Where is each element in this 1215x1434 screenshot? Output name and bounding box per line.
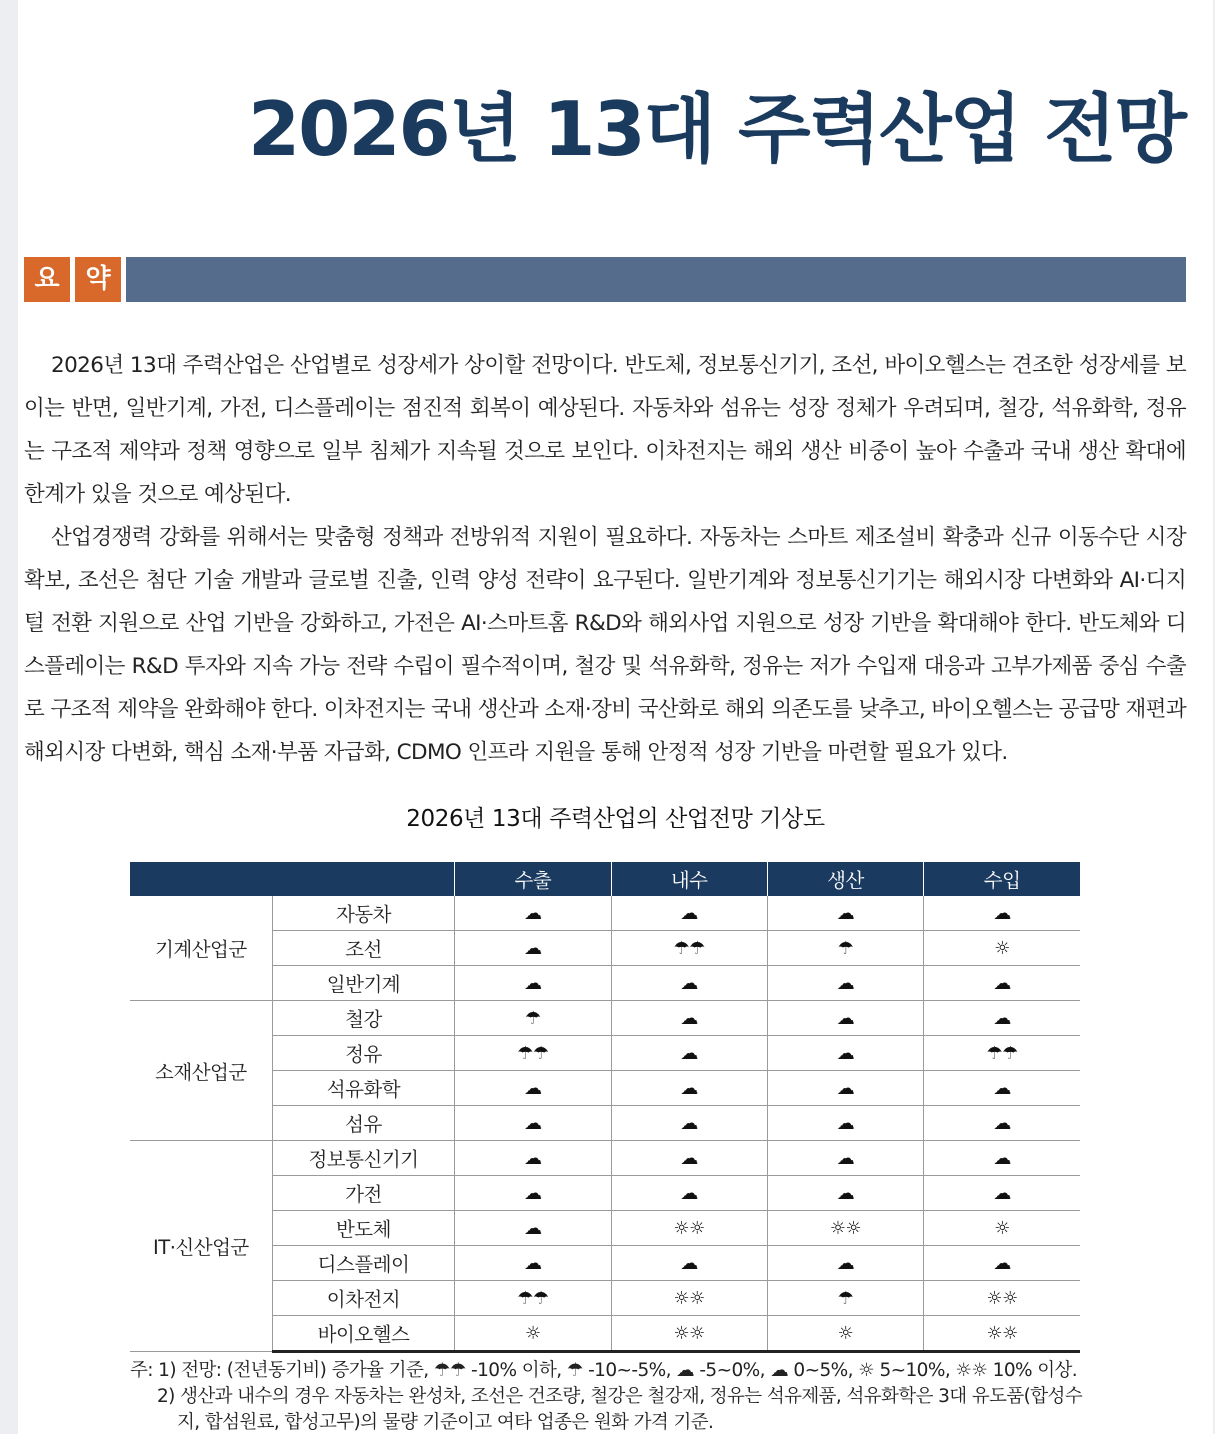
header-export: 수출 bbox=[455, 862, 611, 896]
forecast-weather-icon: ☁ bbox=[455, 1246, 611, 1281]
forecast-weather-icon: ☼☼ bbox=[767, 1211, 923, 1246]
summary-paragraph-1: 2026년 13대 주력산업은 산업별로 성장세가 상이할 전망이다. 반도체, 정보통신기기, 조선, 바이오헬스는 견조한 성장세를 보이는 반면, 일반기계, 가전, 디스플레이는 점진적 회복이 예상된다. 자동차와 섬유는 성장 정체가 우려되며, 철강, 석유화학, 정유는 구조적 제약과 정책 영향으로 일부 침체가 지속될 것으로 보인다. 이차전지는 해외 생산 비중이 높아 수출과 국내 생산 확대에 한계가 있을 것으로 예상된다. bbox=[24, 353, 1186, 507]
forecast-weather-icon: ☁ bbox=[767, 1106, 923, 1141]
forecast-weather-icon: ☁ bbox=[924, 1141, 1080, 1176]
table-row bbox=[130, 1141, 1080, 1176]
table-row bbox=[130, 1001, 1080, 1036]
forecast-weather-icon: ☁ bbox=[767, 966, 923, 1001]
forecast-weather-icon: ☂ bbox=[767, 1281, 923, 1316]
note-2: 2) 생산과 내수의 경우 자동차는 완성차, 조선은 건조량, 철강은 철강재, 정유는 석유제품, 석유화학은 3대 유도품(합성수지, 합섬원료, 합성고무)의 물량 기준이고 여타 업종은 원화 가격 기준. bbox=[157, 1386, 1083, 1433]
industry-name: 디스플레이 bbox=[272, 1246, 454, 1281]
forecast-weather-icon: ☁ bbox=[611, 966, 767, 1001]
forecast-weather-icon: ☼☼ bbox=[611, 1281, 767, 1316]
forecast-weather-icon: ☁ bbox=[611, 1106, 767, 1141]
forecast-table bbox=[130, 862, 1080, 1353]
note-1: 주: 1) 전망: (전년동기비) 증가율 기준, ☂☂ -10% 이하, ☂ -10~-5%, ☁ -5~0%, ☁ 0~5%, ☼ 5~10%, ☼☼ 10% 이상. bbox=[130, 1360, 1078, 1381]
forecast-weather-icon: ☼☼ bbox=[924, 1281, 1080, 1316]
page-title: 2026년 13대 주력산업 전망 bbox=[247, 85, 1185, 173]
table-title: 2026년 13대 주력산업의 산업전망 기상도 bbox=[406, 806, 825, 832]
forecast-weather-icon: ☁ bbox=[455, 1211, 611, 1246]
forecast-weather-icon: ☼ bbox=[455, 1316, 611, 1352]
table-row bbox=[130, 1211, 1080, 1246]
forecast-weather-icon: ☂ bbox=[455, 1001, 611, 1036]
industry-name: 가전 bbox=[272, 1176, 454, 1211]
summary-header-bar bbox=[24, 257, 1186, 302]
forecast-weather-icon: ☁ bbox=[924, 1001, 1080, 1036]
forecast-weather-icon: ☁ bbox=[455, 1106, 611, 1141]
industry-name: 반도체 bbox=[272, 1211, 454, 1246]
forecast-weather-icon: ☁ bbox=[611, 1071, 767, 1106]
forecast-weather-icon: ☼☼ bbox=[611, 1211, 767, 1246]
forecast-weather-icon: ☁ bbox=[611, 1246, 767, 1281]
header-domestic: 내수 bbox=[611, 862, 767, 896]
industry-name: 정보통신기기 bbox=[272, 1141, 454, 1176]
forecast-weather-icon: ☁ bbox=[767, 1246, 923, 1281]
forecast-weather-icon: ☁ bbox=[767, 1141, 923, 1176]
forecast-weather-icon: ☁ bbox=[767, 896, 923, 931]
summary-chip-1: 요 bbox=[24, 257, 70, 302]
industry-name: 정유 bbox=[272, 1036, 454, 1071]
forecast-weather-icon: ☁ bbox=[924, 1071, 1080, 1106]
header-import: 수입 bbox=[924, 862, 1080, 896]
forecast-weather-icon: ☂☂ bbox=[455, 1036, 611, 1071]
forecast-weather-icon: ☁ bbox=[611, 896, 767, 931]
industry-name: 자동차 bbox=[272, 896, 454, 931]
forecast-weather-icon: ☁ bbox=[767, 1176, 923, 1211]
summary-paragraph-2: 산업경쟁력 강화를 위해서는 맞춤형 정책과 전방위적 지원이 필요하다. 자동차는 스마트 제조설비 확충과 신규 이동수단 시장 확보, 조선은 첨단 기술 개발과 글로벌 진출, 인력 양성 전략이 요구된다. 일반기계와 정보통신기기는 해외시장 다변화와 AI·디지털 전환 지원으로 산업 기반을 강화하고, 가전은 AI·스마트홈 R&D와 해외사업 지원으로 성장 기반을 확대해야 한다. 반도체와 디스플레이는 R&D 투자와 지속 가능 전략 수립이 필수적이며, 철강 및 석유화학, 정유는 저가 수입재 대응과 고부가제품 중심 수출로 구조적 제약을 완화해야 한다. 이차전지는 국내 생산과 소재·장비 국산화로 해외 의존도를 낮추고, 바이오헬스는 공급망 재편과 해외시장 다변화, 핵심 소재·부품 자급화, CDMO 인프라 지원을 통해 안정적 성장 기반을 마련할 필요가 있다. bbox=[24, 525, 1186, 765]
forecast-weather-icon: ☼ bbox=[767, 1316, 923, 1352]
forecast-weather-icon: ☁ bbox=[455, 966, 611, 1001]
table-row bbox=[130, 966, 1080, 1001]
table-row bbox=[130, 1106, 1080, 1141]
forecast-weather-icon: ☁ bbox=[455, 896, 611, 931]
forecast-weather-icon: ☁ bbox=[924, 1106, 1080, 1141]
forecast-weather-icon: ☁ bbox=[611, 1036, 767, 1071]
forecast-weather-icon: ☁ bbox=[455, 1071, 611, 1106]
forecast-weather-icon: ☂ bbox=[767, 931, 923, 966]
forecast-weather-icon: ☁ bbox=[767, 1071, 923, 1106]
forecast-weather-icon: ☁ bbox=[611, 1141, 767, 1176]
forecast-weather-icon: ☂☂ bbox=[611, 931, 767, 966]
forecast-weather-icon: ☂☂ bbox=[924, 1036, 1080, 1071]
table-row bbox=[130, 1246, 1080, 1281]
group-label: IT·신산업군 bbox=[130, 1141, 272, 1352]
table-header-row bbox=[130, 862, 1080, 896]
summary-chip-2: 약 bbox=[75, 257, 121, 302]
industry-name: 석유화학 bbox=[272, 1071, 454, 1106]
table-row bbox=[130, 1036, 1080, 1071]
table-body bbox=[130, 896, 1080, 1352]
forecast-weather-icon: ☁ bbox=[455, 931, 611, 966]
industry-name: 섬유 bbox=[272, 1106, 454, 1141]
forecast-weather-icon: ☁ bbox=[455, 1141, 611, 1176]
forecast-weather-icon: ☁ bbox=[924, 1176, 1080, 1211]
industry-name: 조선 bbox=[272, 931, 454, 966]
forecast-weather-icon: ☼ bbox=[924, 931, 1080, 966]
table-notes bbox=[130, 1358, 1090, 1434]
forecast-weather-icon: ☼ bbox=[924, 1211, 1080, 1246]
forecast-weather-icon: ☁ bbox=[767, 1036, 923, 1071]
forecast-weather-icon: ☁ bbox=[611, 1001, 767, 1036]
table-row bbox=[130, 896, 1080, 931]
forecast-weather-icon: ☁ bbox=[924, 966, 1080, 1001]
forecast-weather-icon: ☁ bbox=[924, 1246, 1080, 1281]
table-row bbox=[130, 1316, 1080, 1352]
group-label: 기계산업군 bbox=[130, 896, 272, 1001]
forecast-weather-icon: ☼☼ bbox=[611, 1316, 767, 1352]
forecast-weather-icon: ☁ bbox=[455, 1176, 611, 1211]
industry-name: 바이오헬스 bbox=[272, 1316, 454, 1352]
table-row bbox=[130, 1071, 1080, 1106]
group-label: 소재산업군 bbox=[130, 1001, 272, 1141]
forecast-weather-icon: ☁ bbox=[767, 1001, 923, 1036]
forecast-weather-icon: ☁ bbox=[924, 896, 1080, 931]
header-production: 생산 bbox=[767, 862, 923, 896]
document-page bbox=[18, 0, 1213, 1434]
header-blank bbox=[130, 862, 455, 896]
forecast-weather-icon: ☁ bbox=[611, 1176, 767, 1211]
table-row bbox=[130, 1176, 1080, 1211]
forecast-weather-icon: ☂☂ bbox=[455, 1281, 611, 1316]
industry-name: 철강 bbox=[272, 1001, 454, 1036]
industry-name: 이차전지 bbox=[272, 1281, 454, 1316]
table-row bbox=[130, 931, 1080, 966]
forecast-weather-icon: ☼☼ bbox=[924, 1316, 1080, 1352]
table-row bbox=[130, 1281, 1080, 1316]
industry-name: 일반기계 bbox=[272, 966, 454, 1001]
summary-band bbox=[126, 257, 1186, 302]
